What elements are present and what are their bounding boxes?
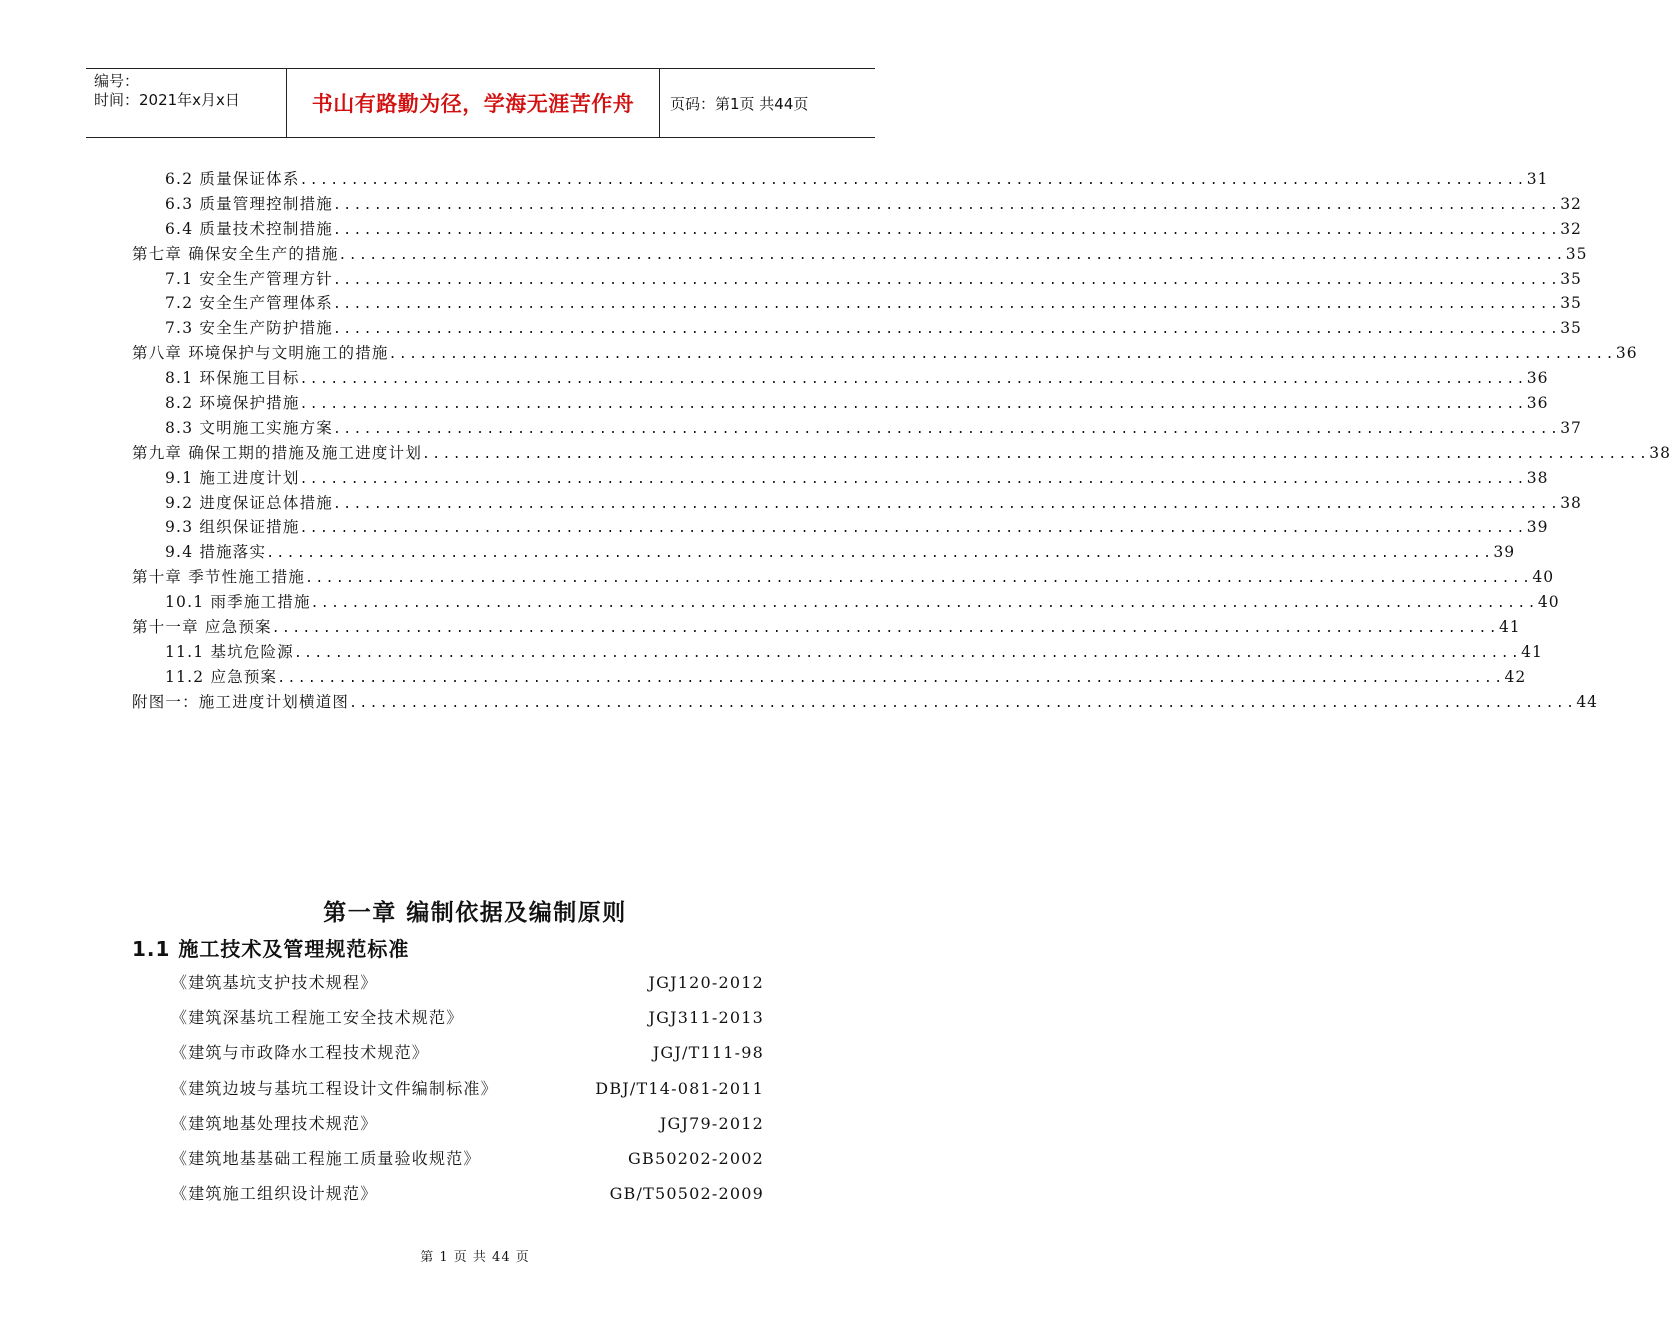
toc-dot-leader: ........................................................................................................................ [293, 645, 1522, 661]
toc-dot-leader: ........................................................................................................................ [266, 546, 1494, 562]
toc-entry[interactable] [132, 515, 1549, 540]
toc-entry-page: 35 [1560, 294, 1582, 313]
toc-dot-leader: ........................................................................................................................ [422, 446, 1650, 462]
toc-entry[interactable] [132, 217, 1582, 242]
standard-code: DBJ/T14-081-2011 [595, 1078, 764, 1098]
toc-entry-page: 32 [1560, 219, 1582, 238]
toc-dot-leader: ........................................................................................................................ [305, 571, 1533, 587]
header-number-label: 编号： [94, 72, 140, 90]
standard-code: JGJ311-2013 [648, 1008, 764, 1028]
toc-entry-title: 7.1 安全生产管理方针 [165, 269, 333, 288]
toc-entry-page: 39 [1526, 518, 1549, 537]
toc-dot-leader: ........................................................................................................................ [332, 222, 1561, 238]
toc-entry[interactable] [132, 391, 1549, 416]
standard-row [171, 1146, 764, 1181]
toc-entry-title: 8.2 环境保护措施 [165, 394, 300, 413]
toc-entry-page: 40 [1532, 568, 1555, 587]
toc-entry-title: 附图一：施工进度计划横道图 [132, 692, 350, 711]
toc-entry-page: 35 [1565, 244, 1588, 263]
toc-entry[interactable] [132, 690, 1599, 715]
standard-code: JGJ/T111-98 [652, 1043, 764, 1063]
section-title: 1.1 施工技术及管理规范标准 [132, 937, 410, 961]
standard-code: JGJ120-2012 [648, 973, 764, 992]
toc-entry[interactable] [132, 665, 1527, 690]
toc-dot-leader: ........................................................................................................................ [332, 197, 1561, 213]
toc-entry-title: 第八章 环境保护与文明施工的措施 [132, 344, 389, 363]
toc-entry-title: 7.2 安全生产管理体系 [165, 294, 333, 313]
toc-entry-title: 6.4 质量技术控制措施 [165, 219, 333, 238]
toc-entry[interactable] [132, 416, 1582, 441]
toc-entry-page: 42 [1504, 667, 1527, 686]
toc-entry-page: 41 [1498, 618, 1521, 637]
chapter-title: 第一章 编制依据及编制原则 [323, 900, 627, 926]
toc-dot-leader: ........................................................................................................................ [299, 173, 1527, 188]
toc-entry-title: 6.2 质量保证体系 [165, 170, 300, 188]
toc-dot-leader: ........................................................................................................................ [332, 272, 1561, 288]
toc-entry-title: 第九章 确保工期的措施及施工进度计划 [132, 443, 423, 462]
header-date-label: 时间：2021年x月x日 [94, 91, 240, 109]
toc-entry-page: 35 [1560, 269, 1582, 288]
standard-row [171, 1040, 764, 1075]
toc-dot-leader: ........................................................................................................................ [332, 496, 1561, 512]
toc-entry[interactable] [132, 590, 1560, 615]
toc-entry[interactable] [132, 341, 1638, 366]
toc-entry-page: 37 [1560, 418, 1582, 437]
page-header [86, 68, 875, 138]
toc-entry[interactable] [132, 615, 1521, 640]
toc-entry-title: 9.1 施工进度计划 [165, 468, 300, 487]
toc-dot-leader: ........................................................................................................................ [388, 347, 1616, 363]
toc-entry-page: 31 [1526, 170, 1549, 188]
toc-entry[interactable] [132, 192, 1582, 217]
toc-entry-page: 38 [1649, 443, 1671, 462]
standard-name: 《建筑施工组织设计规范》 [171, 1184, 378, 1204]
toc-entry[interactable] [132, 466, 1549, 491]
standard-code: GB/T50502-2009 [609, 1184, 764, 1204]
toc-entry[interactable] [132, 242, 1588, 267]
standard-code: JGJ79-2012 [659, 1113, 764, 1133]
toc-entry-page: 44 [1576, 692, 1599, 711]
toc-entry-page: 39 [1493, 543, 1516, 562]
standard-row [171, 1076, 764, 1111]
header-left-cell [86, 69, 294, 140]
standard-name: 《建筑基坑支护技术规程》 [171, 973, 378, 992]
toc-entry[interactable] [132, 565, 1555, 590]
toc-entry[interactable] [132, 167, 1549, 192]
toc-entry[interactable] [132, 291, 1582, 316]
standard-code: GB50202-2002 [628, 1148, 764, 1168]
standard-name: 《建筑地基处理技术规范》 [171, 1113, 378, 1133]
standard-name: 《建筑地基基础工程施工质量验收规范》 [171, 1148, 481, 1168]
toc-entry-page: 35 [1560, 319, 1582, 338]
toc-entry[interactable] [132, 267, 1582, 292]
toc-entry[interactable] [132, 441, 1671, 466]
table-of-contents [132, 167, 1671, 715]
toc-entry-title: 9.2 进度保证总体措施 [165, 493, 333, 512]
toc-dot-leader: ........................................................................................................................ [277, 670, 1505, 686]
page-footer: 第 1 页 共 44 页 [420, 1250, 530, 1265]
toc-entry-page: 38 [1526, 468, 1549, 487]
toc-dot-leader: ........................................................................................................................ [299, 521, 1527, 537]
toc-dot-leader: ........................................................................................................................ [349, 695, 1577, 711]
standard-name: 《建筑与市政降水工程技术规范》 [171, 1043, 430, 1063]
toc-dot-leader: ........................................................................................................................ [332, 322, 1561, 338]
standards-list [171, 970, 764, 1216]
standard-name: 《建筑边坡与基坑工程设计文件编制标准》 [171, 1078, 498, 1098]
standard-row [171, 1111, 764, 1146]
toc-entry-page: 36 [1526, 369, 1549, 388]
toc-entry[interactable] [132, 640, 1543, 665]
toc-entry-title: 7.3 安全生产防护措施 [165, 319, 333, 338]
toc-entry-page: 36 [1526, 394, 1549, 413]
toc-entry[interactable] [132, 491, 1582, 516]
header-motto: 书山有路勤为径，学海无涯苦作舟 [286, 69, 660, 137]
toc-dot-leader: ........................................................................................................................ [332, 297, 1561, 313]
toc-dot-leader: ........................................................................................................................ [310, 596, 1538, 612]
toc-entry-title: 第十章 季节性施工措施 [132, 568, 306, 587]
toc-dot-leader: ........................................................................................................................ [338, 247, 1566, 263]
standard-name: 《建筑深基坑工程施工安全技术规范》 [171, 1008, 464, 1028]
toc-entry-page: 40 [1537, 593, 1560, 612]
standard-row [171, 970, 764, 1005]
header-page-info: 页码：第1页 共44页 [670, 94, 809, 113]
toc-dot-leader: ........................................................................................................................ [332, 421, 1561, 437]
toc-entry-page: 36 [1615, 344, 1638, 363]
toc-entry-title: 第七章 确保安全生产的措施 [132, 244, 339, 263]
toc-entry[interactable] [132, 366, 1549, 391]
toc-entry-title: 9.3 组织保证措施 [165, 518, 300, 537]
toc-entry-title: 9.4 措施落实 [165, 543, 267, 562]
toc-entry-title: 8.1 环保施工目标 [165, 369, 300, 388]
toc-entry-title: 第十一章 应急预案 [132, 618, 272, 637]
toc-entry-title: 10.1 雨季施工措施 [165, 593, 311, 612]
toc-entry-page: 41 [1521, 642, 1543, 661]
toc-entry-page: 32 [1560, 194, 1582, 213]
toc-dot-leader: ........................................................................................................................ [271, 621, 1499, 637]
toc-dot-leader: ........................................................................................................................ [299, 372, 1527, 388]
toc-entry-title: 6.3 质量管理控制措施 [165, 194, 333, 213]
toc-dot-leader: ........................................................................................................................ [299, 397, 1527, 413]
toc-dot-leader: ........................................................................................................................ [299, 471, 1527, 487]
toc-entry-title: 11.1 基坑危险源 [165, 642, 294, 661]
toc-entry[interactable] [132, 316, 1582, 341]
toc-entry[interactable] [132, 540, 1516, 565]
toc-entry-title: 8.3 文明施工实施方案 [165, 418, 333, 437]
toc-entry-page: 38 [1560, 493, 1582, 512]
standard-row [171, 1005, 764, 1040]
standard-row [171, 1181, 764, 1216]
toc-entry-title: 11.2 应急预案 [165, 667, 278, 686]
